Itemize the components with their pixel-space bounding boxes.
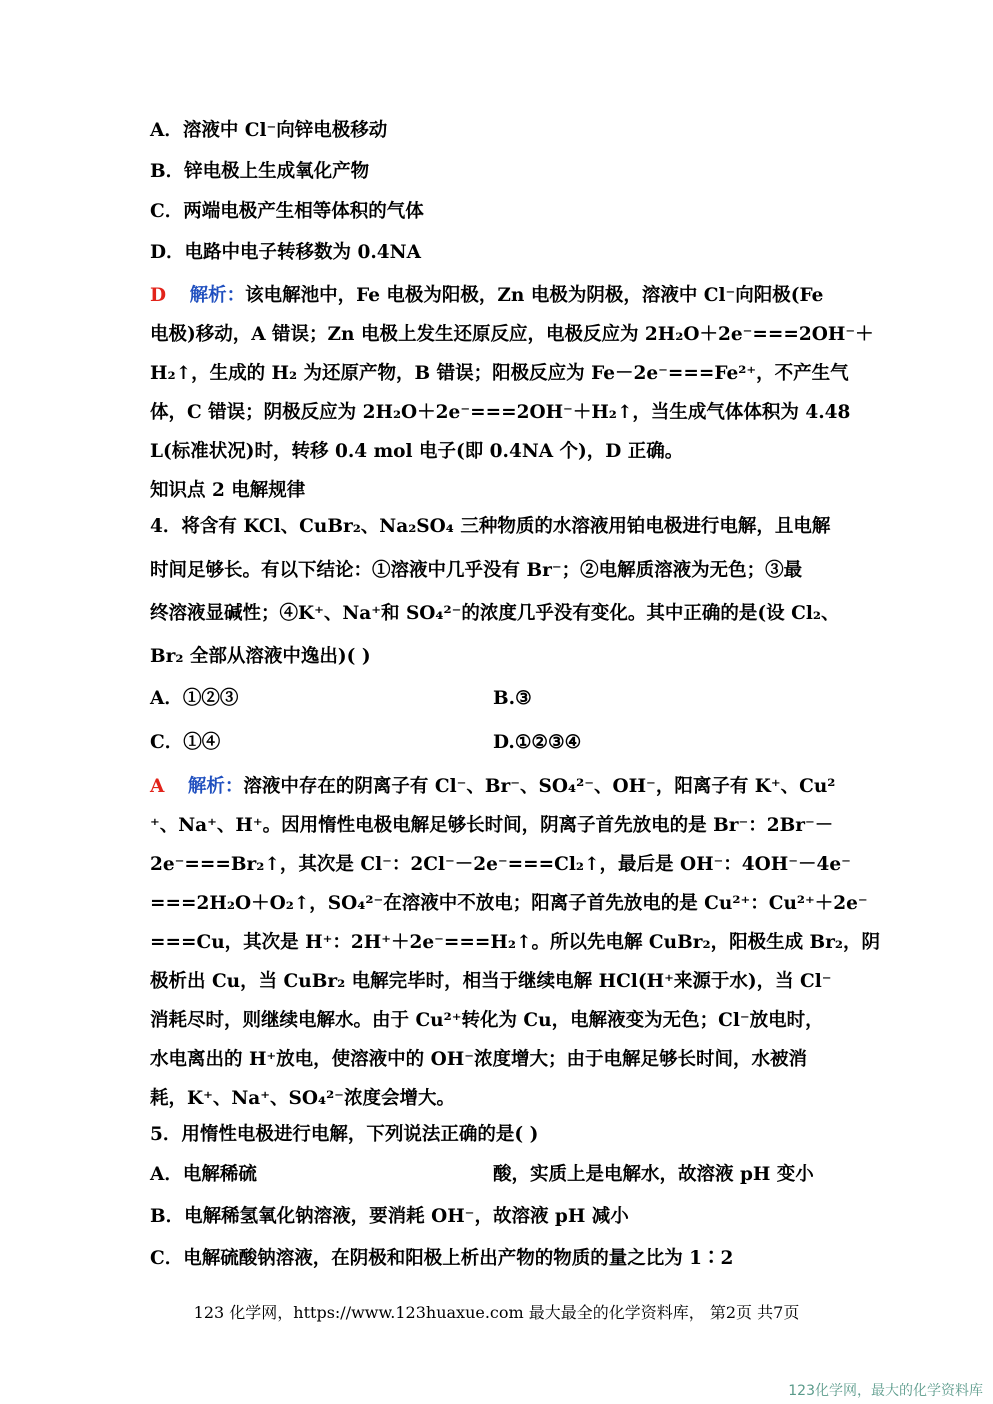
q4-option-row-1: [150, 690, 238, 709]
q3-option-c: C．两端电极产生相等体积的气体: [150, 201, 424, 222]
q4-answer-line-1: [150, 778, 835, 797]
q3-option-d: D．电路中电子转移数为 0.4NA: [150, 242, 421, 263]
q5-option-a-end: 酸，实质上是电解水，故溶液 pH 变小: [493, 1164, 814, 1185]
q3-analysis-text-5: L(标准状况)时，转移 0.4 mol 电子(即 0.4NA 个)，D 正确。: [150, 441, 684, 462]
q4-analysis-text-7: 消耗尽时，则继续电解水。由于 Cu²⁺转化为 Cu，电解液变为无色；Cl⁻放电时，: [150, 1010, 824, 1031]
q3-analysis-text-3: H₂↑，生成的 H₂ 为还原产物，B 错误；阳极反应为 Fe－2e⁻===Fe²⁺，不产生气: [150, 363, 849, 384]
q4-stem-line-4: Br₂ 全部从溶液中逸出)( ): [150, 646, 371, 667]
q4-stem-line-1: 4．将含有 KCl、CuBr₂、Na₂SO₄ 三种物质的水溶液用铂电极进行电解，且电解: [150, 516, 831, 537]
q3-analysis-text-4: 体，C 错误；阴极反应为 2H₂O＋2e⁻===2OH⁻＋H₂↑，当生成气体体积为 4.48: [150, 402, 851, 423]
q4-stem-line-2: 时间足够长。有以下结论：①溶液中几乎没有 Br⁻；②电解质溶液为无色；③最: [150, 560, 803, 581]
q4-analysis-text-1: 溶液中存在的阴离子有 Cl⁻、Br⁻、SO₄²⁻、OH⁻，阳离子有 K⁺、Cu²: [243, 776, 836, 797]
q5-option-a-start: A．电解稀硫: [150, 1164, 257, 1185]
q4-stem-line-3: 终溶液显碱性；④K⁺、Na⁺和 SO₄²⁻的浓度几乎没有变化。其中正确的是(设 Cl₂、: [150, 603, 840, 624]
q3-analysis-text-2: 电极)移动，A 错误；Zn 电极上发生还原反应，电极反应为 2H₂O＋2e⁻===2OH⁻＋: [150, 324, 874, 345]
q4-analysis-text-5: ===Cu，其次是 H⁺：2H⁺＋2e⁻===H₂↑。所以先电解 CuBr₂，阳极生成 Br₂，阴: [150, 932, 881, 953]
q5-option-b: B．电解稀氢氧化钠溶液，要消耗 OH⁻，故溶液 pH 减小: [150, 1206, 629, 1227]
q3-option-a: A．溶液中 Cl⁻向锌电极移动: [150, 120, 388, 141]
q5-option-c: C．电解硫酸钠溶液，在阴极和阳极上析出产物的物质的量之比为 1∶2: [150, 1248, 734, 1269]
q3-option-b: B．锌电极上生成氧化产物: [150, 161, 370, 182]
q4-analysis-text-3: 2e⁻===Br₂↑，其次是 Cl⁻：2Cl⁻－2e⁻===Cl₂↑，最后是 OH⁻：4OH⁻－4e⁻: [150, 854, 851, 875]
page-footer: 123 化学网，https://www.123huaxue.com 最大最全的化学资料库， 第2页 共7页: [193, 1303, 800, 1322]
section-heading: 知识点 2 电解规律: [150, 480, 306, 501]
q4-option-b: B.③: [493, 688, 532, 709]
watermark: 123化学网，最大的化学资料库: [788, 1383, 983, 1399]
q4-analysis-label: 解析：: [187, 776, 244, 797]
q4-answer-letter: A: [150, 776, 165, 797]
q3-analysis-label: 解析：: [189, 285, 246, 306]
q4-analysis-text-9: 耗，K⁺、Na⁺、SO₄²⁻浓度会增大。: [150, 1088, 455, 1109]
q4-analysis-text-6: 极析出 Cu，当 CuBr₂ 电解完毕时，相当于继续电解 HCl(H⁺来源于水)，当 Cl⁻: [150, 971, 832, 992]
q3-answer-letter: D: [150, 285, 167, 306]
q4-analysis-text-4: ===2H₂O＋O₂↑，SO₄²⁻在溶液中不放电；阳离子首先放电的是 Cu²⁺：Cu²⁺＋2e⁻: [150, 893, 868, 914]
q4-analysis-text-2: ⁺、Na⁺、H⁺。因用惰性电极电解足够长时间，阴离子首先放电的是 Br⁻：2Br⁻－: [150, 815, 834, 836]
q4-option-c: C．①④: [150, 732, 221, 753]
q3-analysis-text-1: 该电解池中，Fe 电极为阳极，Zn 电极为阴极，溶液中 Cl⁻向阳极(Fe: [245, 285, 824, 306]
q4-analysis-text-8: 水电离出的 H⁺放电，使溶液中的 OH⁻浓度增大；由于电解足够长时间，水被消: [150, 1049, 807, 1070]
q4-option-d: D.①②③④: [493, 732, 582, 753]
q3-answer-line-1: [150, 287, 823, 306]
q4-option-a: A．①②③: [150, 688, 239, 709]
q5-stem: 5．用惰性电极进行电解，下列说法正确的是( ): [150, 1124, 539, 1145]
